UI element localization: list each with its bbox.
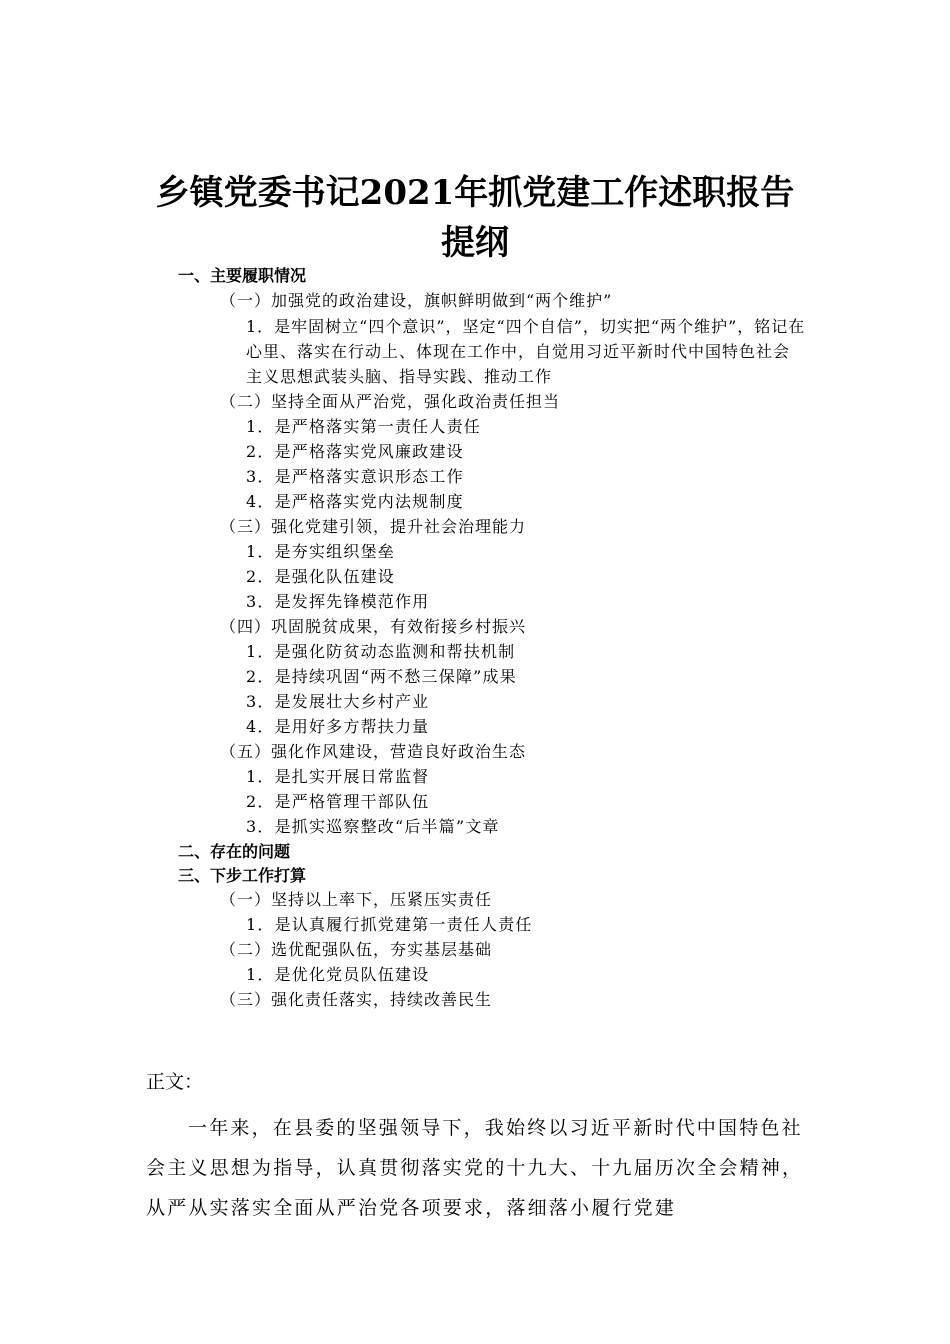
outline-section-2: 二、存在的问题 [178,842,291,861]
body-label: 正文： [146,1071,204,1093]
outline-subsection-1-4: （四）巩固脱贫成果，有效衔接乡村振兴 [220,617,527,636]
outline-item-1-2-1: 1．是严格落实第一责任人责任 [246,417,481,436]
outline-item-1-5-2: 2．是严格管理干部队伍 [246,792,430,811]
outline-subsection-1-1: （一）加强党的政治建设，旗帜鲜明做到“两个维护” [220,291,613,310]
outline-subsection-1-3: （三）强化党建引领，提升社会治理能力 [220,517,527,536]
outline-item-1-2-3: 3．是严格落实意识形态工作 [246,467,464,486]
outline-subsection-3-3: （三）强化责任落实，持续改善民生 [220,990,493,1009]
outline-item-1-3-1: 1．是夯实组织堡垒 [246,542,395,561]
outline-item-3-1-1: 1．是认真履行抓党建第一责任人责任 [246,915,533,934]
outline-item-3-2-1: 1．是优化党员队伍建设 [246,965,430,984]
outline-subsection-1-2: （二）坚持全面从严治党，强化政治责任担当 [220,392,561,411]
outline-item-1-4-2: 2．是持续巩固“两不愁三保障”成果 [246,667,517,686]
outline-subsection-3-2: （二）选优配强队伍，夯实基层基础 [220,940,493,959]
outline-item-1-4-4: 4．是用好多方帮扶力量 [246,717,430,736]
outline-item-1-3-2: 2．是强化队伍建设 [246,567,395,586]
outline-item-1-1-1: 1．是牢固树立“四个意识”，坚定“四个自信”，切实把“两个维护”，铭记在心里、落实在行动上、体现在工作中，自觉用习近平新时代中国特色社会主义思想武装头脑、指导实践、推动工作 [246,317,806,386]
outline-section-1: 一、主要履职情况 [178,266,307,285]
document-title-line1: 乡镇党委书记2021年抓党建工作述职报告 [155,173,795,213]
document-title-line2: 提纲 [441,223,509,263]
outline-subsection-3-1: （一）坚持以上率下，压紧压实责任 [220,890,493,909]
outline-item-1-3-3: 3．是发挥先锋模范作用 [246,592,430,611]
body-paragraph: 一年来，在县委的坚强领导下，我始终以习近平新时代中国特色社会主义思想为指导，认真贯彻落实党的十九大、十九届历次全会精神，从严从实落实全面从严治党各项要求，落细落小履行党建 [146,1117,804,1219]
outline-item-1-4-1: 1．是强化防贫动态监测和帮扶机制 [246,642,516,661]
outline-subsection-1-5: （五）强化作风建设，营造良好政治生态 [220,742,527,761]
outline-item-1-4-3: 3．是发展壮大乡村产业 [246,692,430,711]
outline-item-1-5-3: 3．是抓实巡察整改“后半篇”文章 [246,817,500,836]
outline-item-1-2-2: 2．是严格落实党风廉政建设 [246,442,464,461]
outline-item-1-5-1: 1．是扎实开展日常监督 [246,767,430,786]
outline-item-1-2-4: 4．是严格落实党内法规制度 [246,492,464,511]
outline-section-3: 三、下步工作打算 [178,866,307,885]
